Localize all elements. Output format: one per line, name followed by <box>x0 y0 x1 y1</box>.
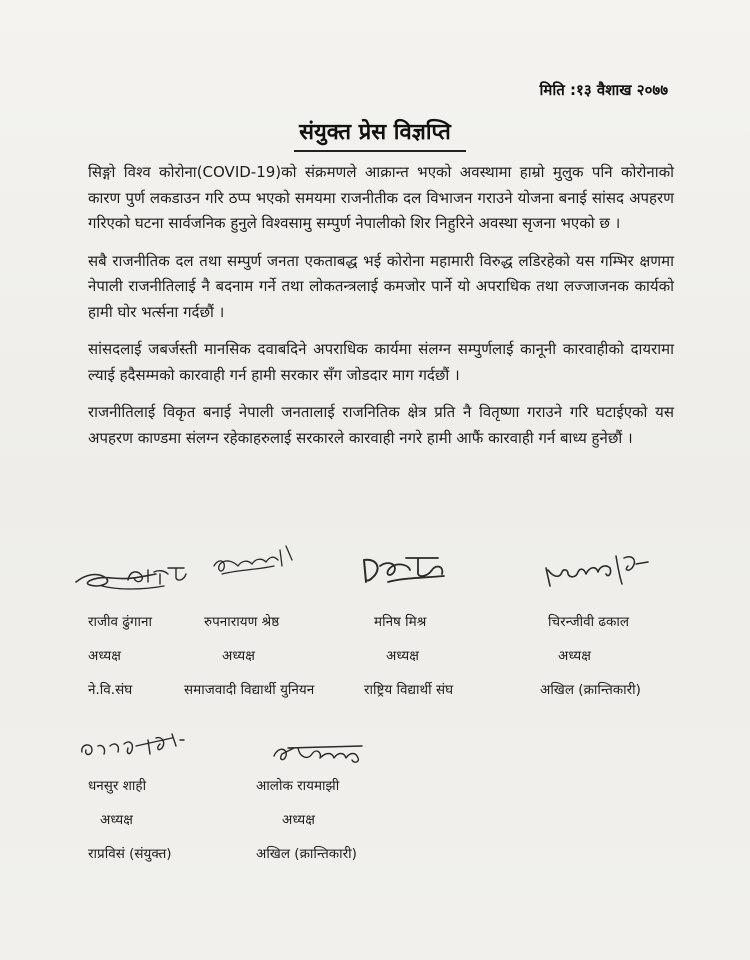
signatory-6-name: आलोक रायमाझी <box>256 778 340 794</box>
signatory-6-org: अखिल (क्रान्तिकारी) <box>256 846 357 862</box>
signature-5-image <box>76 726 188 768</box>
signatory-4-role: अध्यक्ष <box>558 648 591 664</box>
signatory-6-role: अध्यक्ष <box>282 812 315 828</box>
signatory-5-role: अध्यक्ष <box>100 812 133 828</box>
signature-1-image <box>72 556 202 596</box>
signature-3-image <box>358 548 454 592</box>
paragraph-3: सांसदलाई जबर्जस्ती मानसिक दवाबदिने अपराधिक कार्यमा संलग्न सम्पुर्णलाई कानूनी कारवाहीको दायरामा ल्याई हदैसम्मको कारवाही गर्न हामी सरकार सँग जोडदार माग गर्दछौं । <box>88 340 674 384</box>
signatory-2-name: रुपनारायण श्रेष्ठ <box>204 614 280 630</box>
signatory-3-org: राष्ट्रिय विद्यार्थी संघ <box>364 682 454 698</box>
paragraph-4: राजनीतिलाई विकृत बनाई नेपाली जनतालाई राजनितिक क्षेत्र प्रति नै वितृष्णा गराउने गरि घटाईएको यस अपहरण काण्डमा संलग्न रहेकाहरुलाई सरकारले कारवाही नगरे हामी आफैं कारवाही गर्न बाध्य हुनेछौं । <box>88 403 674 447</box>
signatory-1-name: राजीव ढुंगाना <box>88 614 153 630</box>
signatory-4-org: अखिल (क्रान्तिकारी) <box>540 682 641 698</box>
signatory-3-role: अध्यक्ष <box>386 648 419 664</box>
release-date: मिति :१३ वैशाख २०७७ <box>539 81 668 99</box>
title-underline <box>294 150 466 152</box>
release-body <box>88 160 674 463</box>
paragraph-2: सबै राजनीतिक दल तथा सम्पुर्ण जनता एकताबद्ध भई कोरोना महामारी विरुद्ध लडिरहेको यस गम्भिर क्षणमा नेपाली राजनीतिलाई नै बदनाम गर्ने तथा लोकतन्त्रलाई कमजोर पार्ने यो अपराधिक तथा लज्जाजनक कार्यको हामी घोर भर्त्सना गर्दछौं । <box>88 251 674 321</box>
signature-2-image <box>208 540 300 586</box>
signatory-1-org: ने.वि.संघ <box>88 682 133 698</box>
signatory-2-org: समाजवादी विद्यार्थी युनियन <box>184 682 315 698</box>
signatory-5-org: राप्रविसं (संयुक्त) <box>88 846 172 862</box>
signatory-5-name: धनसुर शाही <box>88 778 147 794</box>
signatory-1-role: अध्यक्ष <box>88 648 121 664</box>
signature-4-image <box>540 548 652 592</box>
paragraph-1: सिङ्गो विश्व कोरोना(COVID-19)को संक्रमणले आक्रान्त भएको अवस्थामा हाम्रो मुलुक पनि कोरोनाको कारण पुर्ण लकडाउन गरि ठप्प भएको समयमा राजनीतीक दल विभाजन गराउने योजना बनाई सांसद अपहरण गरिएको घटना सार्वजनिक हुनुले विश्वसामु सम्पुर्ण नेपालीको शिर निहुरिने अवस्था सृजना भएको छ । <box>88 163 674 232</box>
signature-6-image <box>268 738 368 768</box>
page-title: संयुक्त प्रेस विज्ञप्ति <box>299 120 451 145</box>
signatory-3-name: मनिष मिश्र <box>374 614 427 630</box>
signatory-2-role: अध्यक्ष <box>222 648 255 664</box>
signatory-4-name: चिरन्जीवी ढकाल <box>548 614 630 630</box>
